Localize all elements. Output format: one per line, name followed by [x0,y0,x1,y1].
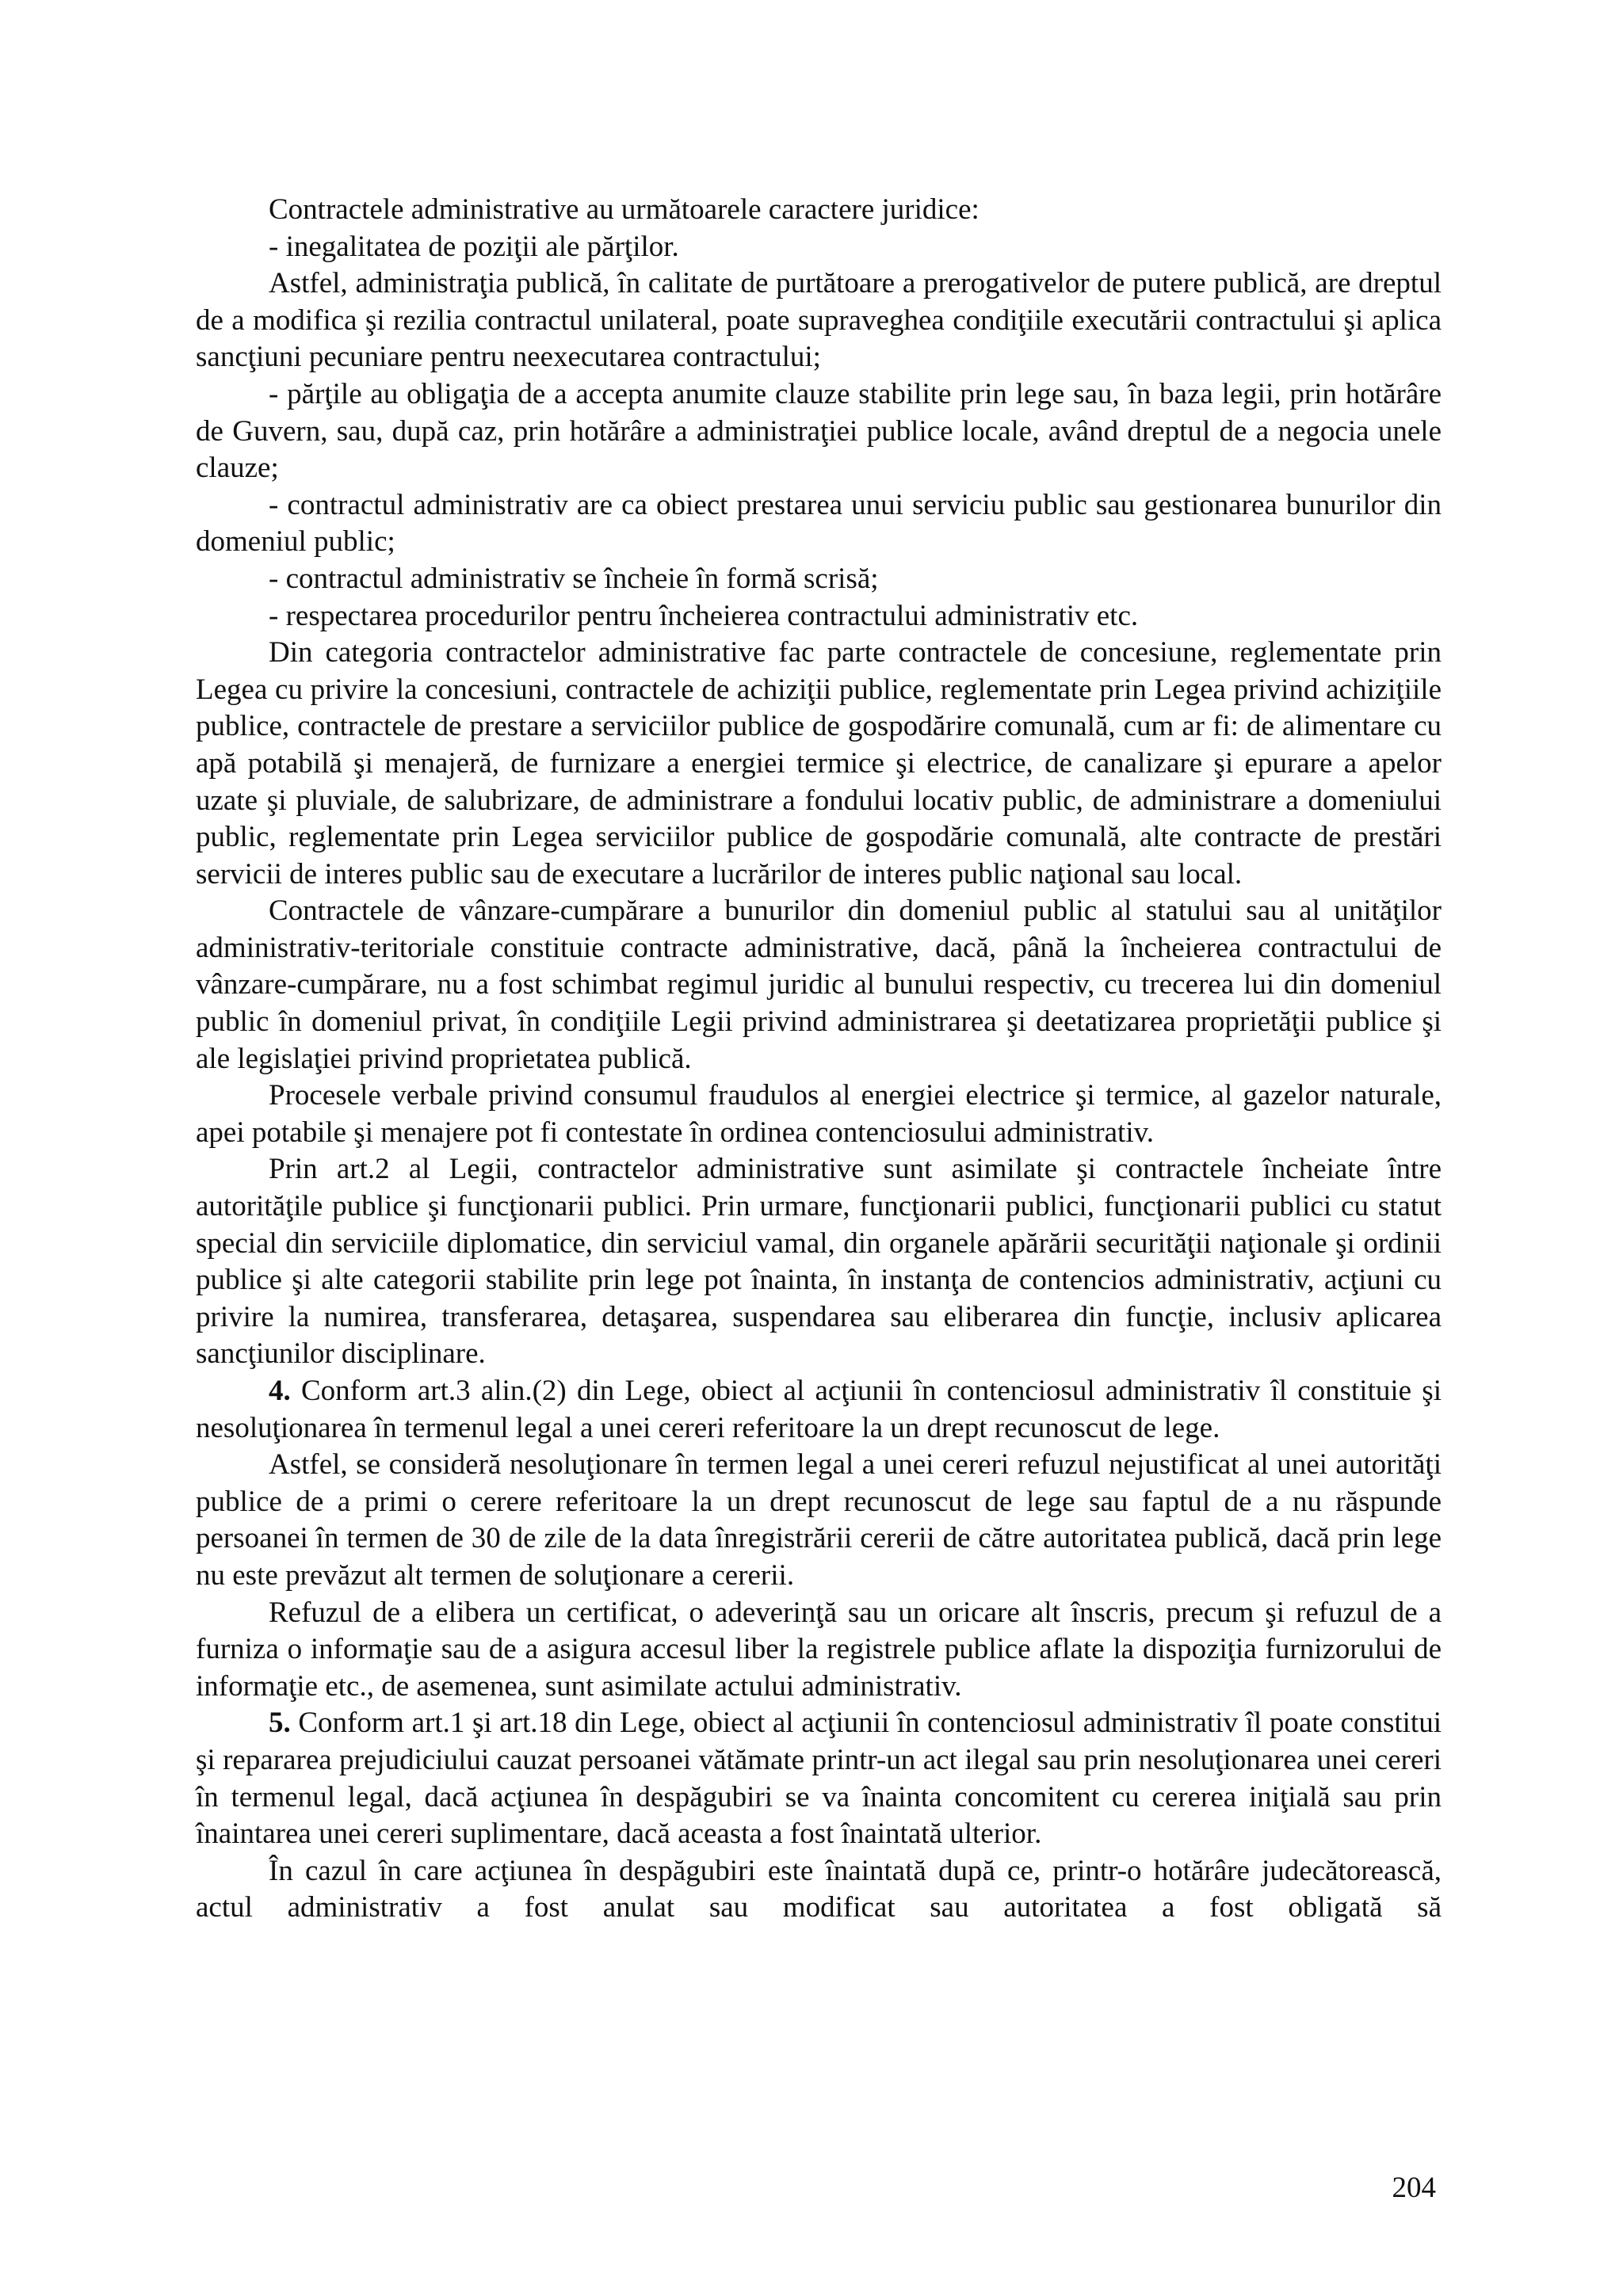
paragraph: Prin art.2 al Legii, contractelor administrative sunt asimilate şi contractele încheiate între autorităţile publice şi funcţionarii publici. Prin urmare, funcţionarii publici, funcţionarii publici cu statut special din serviciile diplomatice, din serviciul vamal, din organele apărării securităţii naţionale şi ordinii publice şi alte categorii stabilite prin lege pot înainta, în instanţa de contencios administrativ, acţiuni cu privire la numirea, transferarea, detaşarea, suspendarea sau eliberarea din funcţie, inclusiv aplicarea sancţiunilor disciplinare. [196,1153,1442,1371]
paragraph: - respectarea procedurilor pentru încheierea contractului administrativ etc. [269,599,1139,632]
paragraph: Astfel, se consideră nesoluţionare în termen legal a unei cereri refuzul nejustificat al unei autorităţi publice de a primi o cerere referitoare la un drept recunoscut de lege sau faptul de a nu răspunde persoanei în termen de 30 de zile de la data înregistrării cererii de către autoritatea publică, dacă prin lege nu este prevăzut alt termen de soluţionare a cererii. [196,1448,1442,1592]
paragraph: Refuzul de a elibera un certificat, o adeverinţă sau un oricare alt înscris, precum şi refuzul de a furniza o informaţie sau de a asigura accesul liber la registrele publice aflate la dispoziţia furnizorului de informaţie etc., de asemenea, sunt asimilate actului administrativ. [196,1596,1442,1703]
paragraph: Procesele verbale privind consumul fraudulos al energiei electrice şi termice, al gazelor naturale, apei potabile şi menajere pot fi contestate în ordinea contenciosului administrativ. [196,1079,1442,1149]
paragraph: Din categoria contractelor administrative fac parte contractele de concesiune, reglementate prin Legea cu privire la concesiuni, contractele de achiziţii publice, reglementate prin Legea privind achiziţiile publice, contractele de prestare a serviciilor publice de gospodărire comunală, cum ar fi: de alimentare cu apă potabilă şi menajeră, de furnizare a energiei termice şi electrice, de canalizare şi epurare a apelor uzate şi pluviale, de salubrizare, de administrare a fondului locativ public, de administrare a domeniului public, reglementate prin Legea serviciilor publice de gospodărie comunală, alte contracte de prestări servicii de interes public sau de executare a lucrărilor de interes public naţional sau local. [196,636,1442,891]
paragraph: - părţile au obligaţia de a accepta anumite clauze stabilite prin lege sau, în baza legii, prin hotărâre de Guvern, sau, după caz, prin hotărâre a administraţiei publice locale, având dreptul de a negocia unele clauze; [196,377,1442,485]
paragraph: - contractul administrativ se încheie în formă scrisă; [269,562,879,595]
paragraph: Contractele administrative au următoarele caractere juridice: [269,193,980,226]
paragraph: - inegalitatea de poziţii ale părţilor. [269,230,679,263]
paragraph: 5. Conform art.1 şi art.18 din Lege, obiect al acţiunii în contenciosul administrativ îl poate constitui şi repararea prejudiciului cauzat persoanei vătămate printr-un act ilegal sau prin nesoluţionarea unei cereri în termenul legal, dacă acţiunea în despăgubiri se va înainta concomitent cu cererea iniţială sau prin înaintarea unei cereri suplimentare, dacă aceasta a fost înaintată ulterior. [196,1707,1442,1851]
paragraph: Astfel, administraţia publică, în calitate de purtătoare a prerogativelor de putere publică, are dreptul de a modifica şi rezilia contractul unilateral, poate supraveghea condiţiile executării contractului şi aplica sancţiuni pecuniare pentru neexecutarea contractului; [196,267,1442,374]
body-text [196,192,1442,1927]
section-number: 5. [269,1707,291,1740]
paragraph: Contractele de vânzare-cumpărare a bunurilor din domeniul public al statului sau al unităţilor administrativ-teritoriale constituie contracte administrative, dacă, până la încheierea contractului de vânzare-cumpărare, nu a fost schimbat regimul juridic al bunului respectiv, cu trecerea lui din domeniul public în domeniul privat, în condiţiile Legii privind administrarea şi deetatizarea proprietăţii publice şi ale legislaţiei privind proprietatea publică. [196,894,1442,1075]
page-number: 204 [1392,2172,1436,2204]
paragraph: - contractul administrativ are ca obiect prestarea unui serviciu public sau gestionarea bunurilor din domeniul public; [196,488,1442,559]
paragraph: În cazul în care acţiunea în despăgubiri este înaintată după ce, printr-o hotărâre judecătorească, actul administrativ a fost anulat sau modificat sau autoritatea a fost obligată să [196,1854,1442,1924]
section-number: 4. [269,1375,291,1407]
paragraph: 4. Conform art.3 alin.(2) din Lege, obiect al acţiunii în contenciosul administrativ îl constituie şi nesoluţionarea în termenul legal a unei cereri referitoare la un drept recunoscut de lege. [196,1375,1442,1444]
